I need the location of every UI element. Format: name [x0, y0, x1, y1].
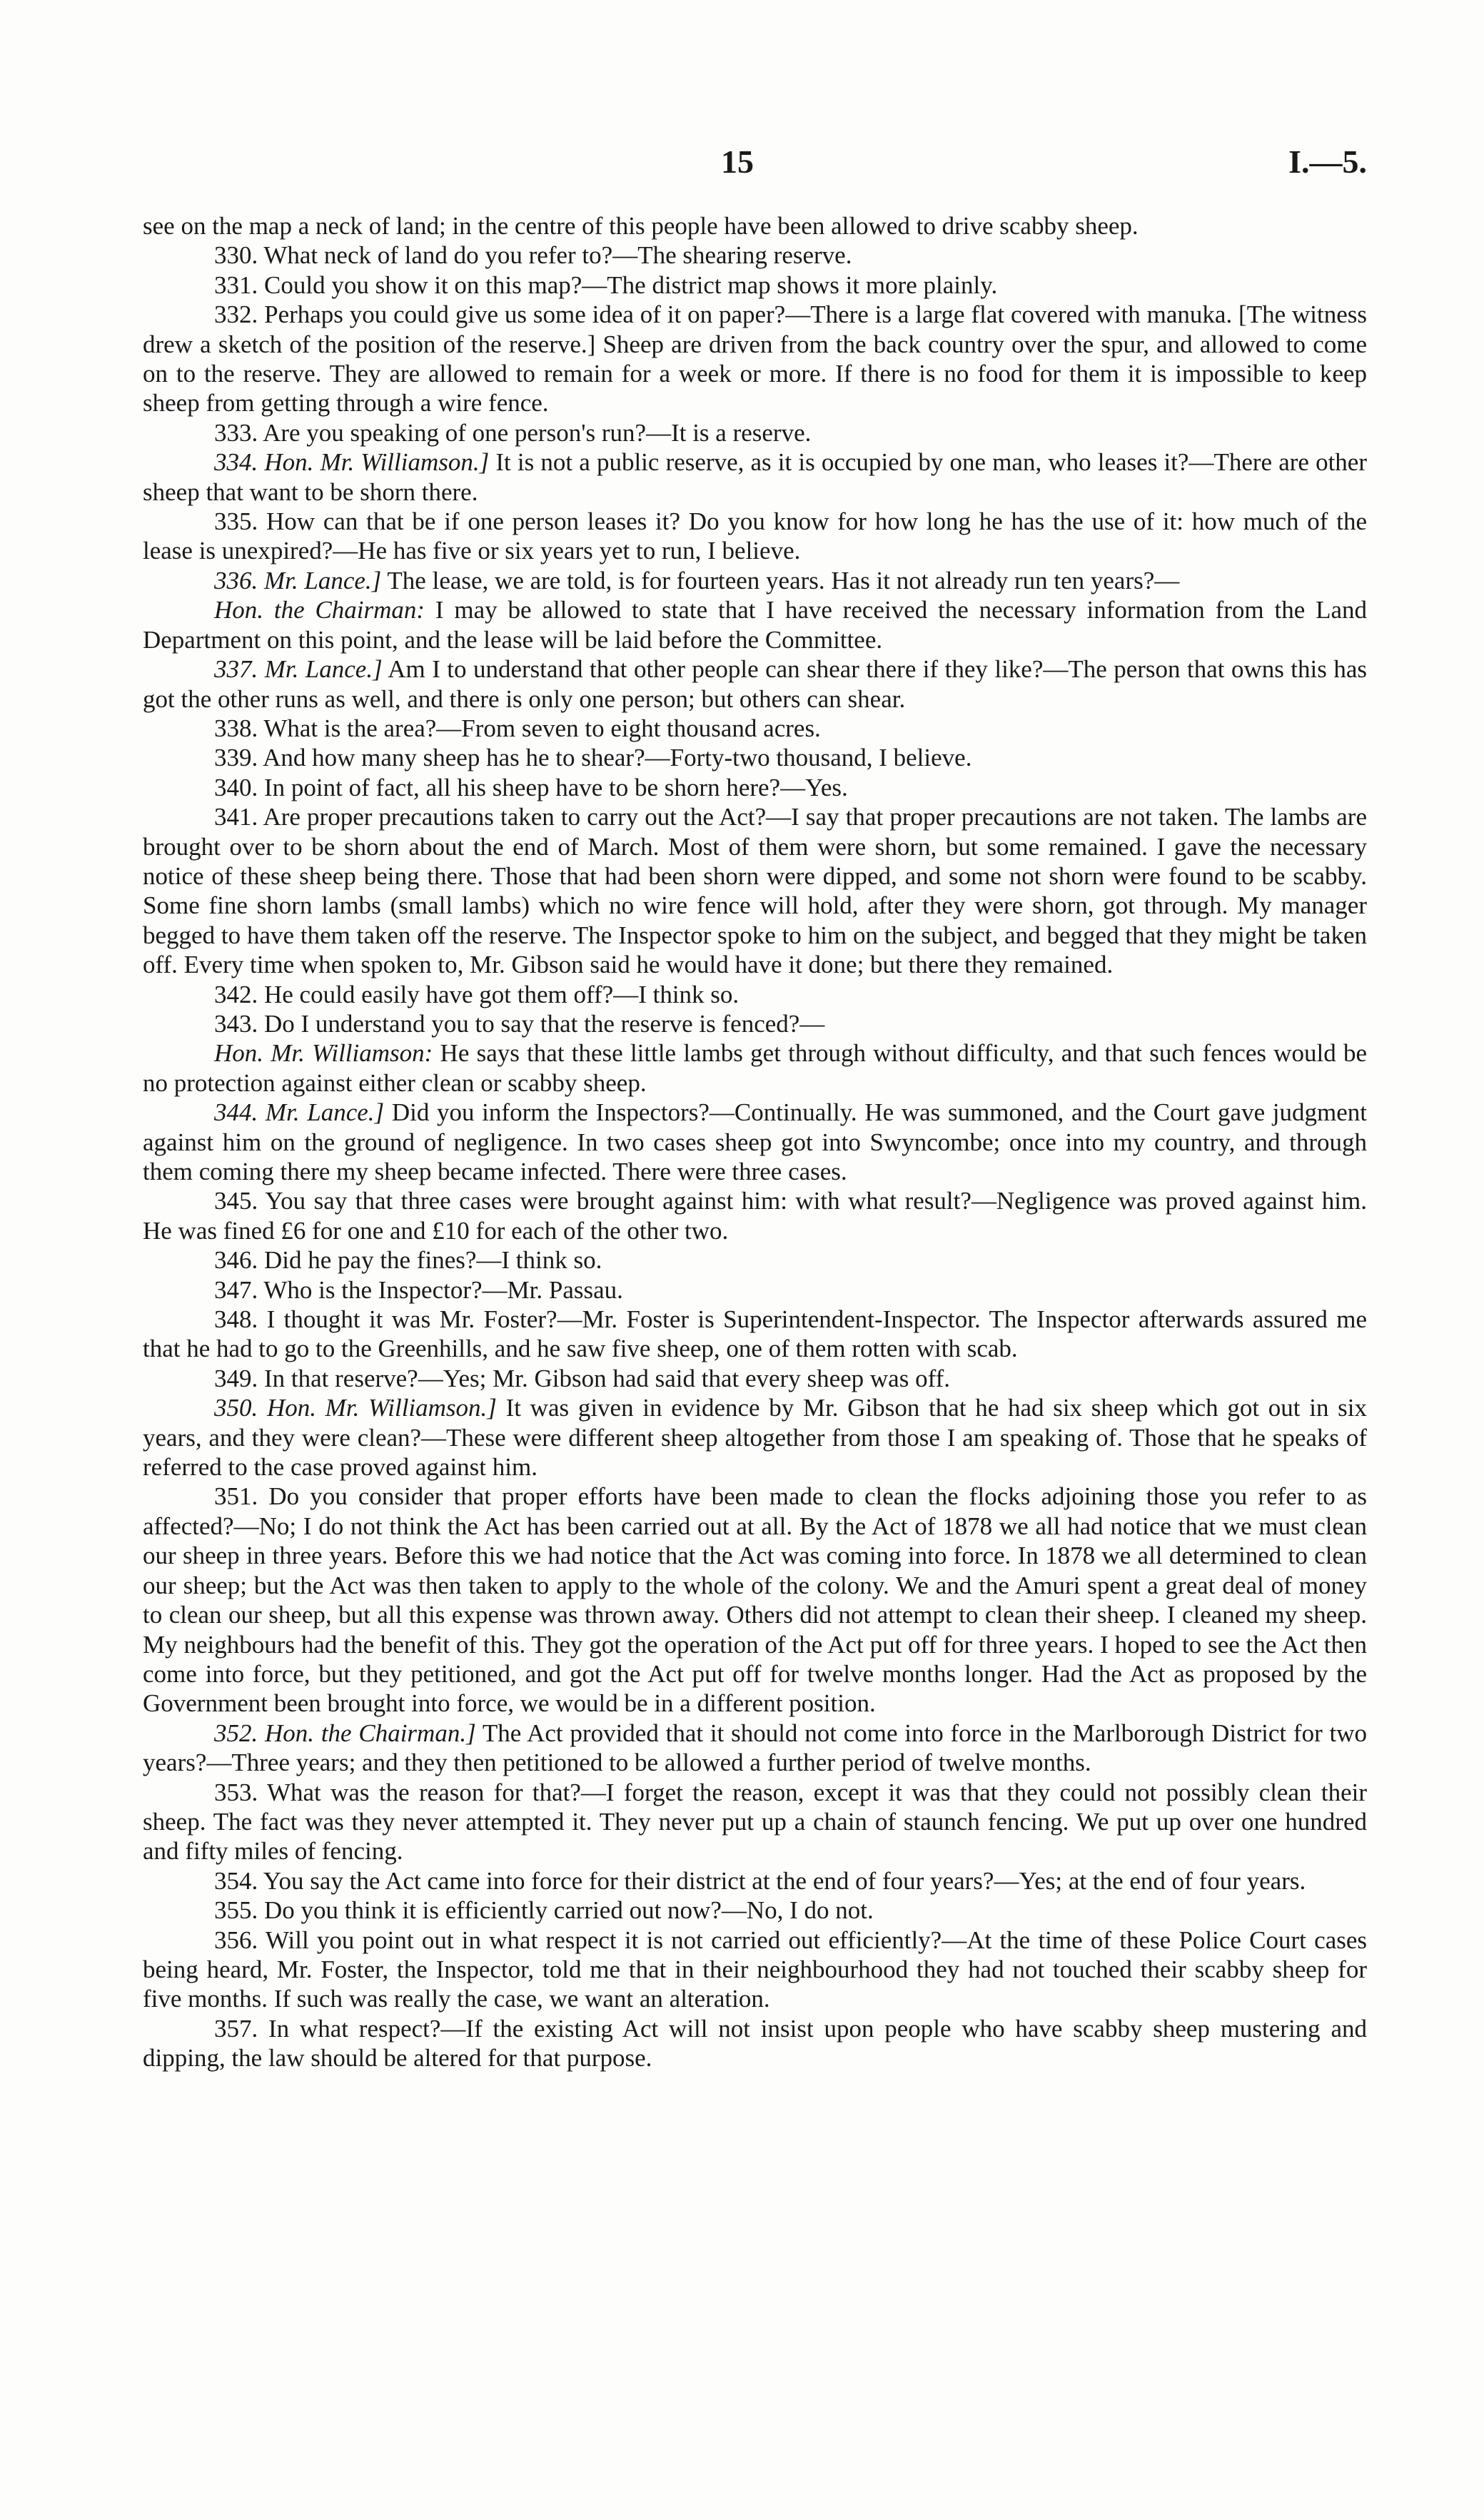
body-text [143, 211, 1367, 2073]
paragraph [143, 447, 1367, 507]
paragraph-text: 342. He could easily have got them off?—I think so. [214, 980, 740, 1008]
paragraph [143, 566, 1367, 595]
paragraph [143, 714, 1367, 743]
paragraph-text: 347. Who is the Inspector?—Mr. Passau. [214, 1275, 623, 1304]
paragraph [143, 773, 1367, 802]
paragraph [143, 1896, 1367, 1925]
paragraph [143, 1245, 1367, 1275]
paragraph-text: The lease, we are told, is for fourteen years. Has it not already run ten years?— [381, 566, 1180, 594]
paragraph [143, 1186, 1367, 1245]
page-header [143, 143, 1367, 193]
paragraph-text: It is not a public reserve, as it is occupied by one man, who leases it?—There are other sheep that want to be shorn there. [143, 448, 1367, 506]
paragraph-text: 357. In what respect?—If the existing Act will not insist upon people who have scabby sheep mustering and dipping, the law should be altered for that purpose. [143, 2014, 1367, 2073]
speaker: 334. Hon. Mr. Williamson.] [214, 448, 490, 477]
paragraph [143, 1482, 1367, 1718]
paragraph-text: 333. Are you speaking of one person's run?—It is a reserve. [214, 418, 812, 447]
paragraph-text: 355. Do you think it is efficiently carried out now?—No, I do not. [214, 1896, 874, 1925]
paragraph-text: Am I to understand that other people can shear there if they like?—The person that owns this has got the other runs as well, and there is only one person; but others can shear. [143, 655, 1367, 713]
paragraph [143, 743, 1367, 772]
paragraph-text: 346. Did he pay the fines?—I think so. [214, 1246, 602, 1275]
paragraph [143, 1009, 1367, 1038]
speaker: Hon. the Chairman: [214, 596, 425, 624]
paragraph-text: 335. How can that be if one person leases it? Do you know for how long he has the use of it: how much of the lease is unexpired?—He has five or six years yet to run, I believe. [143, 507, 1367, 565]
paragraph [143, 1364, 1367, 1393]
paragraph [143, 1305, 1367, 1364]
paragraph [143, 241, 1367, 270]
paragraph-text: 348. I thought it was Mr. Foster?—Mr. Foster is Superintendent-Inspector. The Inspector afterwards assured me that he had to go to the Greenhills, and he saw five sheep, one of them rotten with scab. [143, 1305, 1367, 1363]
paragraph-text: I may be allowed to state that I have received the necessary information from the Land Department on this point, and the lease will be laid before the Committee. [143, 596, 1367, 654]
paragraph-text: 354. You say the Act came into force for their district at the end of four years?—Yes; at the end of four years. [214, 1866, 1306, 1895]
paragraph-text: The Act provided that it should not come into force in the Marlborough District for two years?—Three years; and they then petitioned to be allowed a further period of twelve months. [143, 1719, 1367, 1777]
paragraph-text: He says that these little lambs get through without difficulty, and that such fences would be no protection against either clean or scabby sheep. [143, 1039, 1367, 1097]
speaker: Hon. Mr. Williamson: [214, 1039, 433, 1068]
paragraph-text: 332. Perhaps you could give us some idea of it on paper?—There is a large flat covered with manuka. [The witness drew a sketch of the position of the reserve.] Sheep are driven from the back country over the spur, and allowed to come on to the reserve. They are allowed to remain for a week or more. If there is no food for them it is impossible to keep sheep from getting through a wire fence. [143, 300, 1367, 418]
speaker: 344. Mr. Lance.] [214, 1098, 385, 1127]
paragraph-text: 341. Are proper precautions taken to carry out the Act?—I say that proper precautions are not taken. The lambs are brought over to be shorn about the end of March. Most of them were shorn, but some remained. I gave the necessary notice of these sheep being there. Those that had been shorn were dipped, and some not shorn were found to be scabby. Some fine shorn lambs (small lambs) which no wire fence will hold, after they were shorn, got through. My manager begged to have them taken off the reserve. The Inspector spoke to him on the subject, and begged that they might be taken off. Every time when spoken to, Mr. Gibson said he would have it done; but there they remained. [143, 803, 1367, 979]
paragraph-text: 339. And how many sheep has he to shear?—Forty-two thousand, I believe. [214, 744, 972, 772]
paragraph [143, 418, 1367, 447]
paragraph [143, 802, 1367, 979]
paragraph-text: It was given in evidence by Mr. Gibson that he had six sheep which got out in six years, and they were clean?—These were different sheep altogether from those I am speaking of. Those that he speaks of referred to the case proved against him. [143, 1394, 1367, 1482]
paragraph [143, 1393, 1367, 1482]
paragraph-text: 356. Will you point out in what respect it is not carried out efficiently?—At the time of these Police Court cases being heard, Mr. Foster, the Inspector, told me that in their neighbourhood they had not touched their scabby sheep for five months. If such was really the case, we want an alteration. [143, 1926, 1367, 2013]
paragraph-text: 353. What was the reason for that?—I forget the reason, except it was that they could not possibly clean their sheep. The fact was they never attempted it. They never put up a chain of staunch fencing. We put up over one hundred and fifty miles of fencing. [143, 1778, 1367, 1866]
paragraph [143, 300, 1367, 418]
paragraph [143, 1275, 1367, 1305]
paragraph [143, 1038, 1367, 1098]
paragraph-text: 340. In point of fact, all his sheep have to be shorn here?—Yes. [214, 773, 848, 801]
speaker: 337. Mr. Lance.] [214, 655, 383, 684]
paragraph-text: see on the map a neck of land; in the centre of this people have been allowed to drive scabby sheep. [143, 212, 1139, 240]
speaker: 336. Mr. Lance.] [214, 566, 382, 594]
paragraph [143, 1926, 1367, 2014]
paragraph-text: 331. Could you show it on this map?—The district map shows it more plainly. [214, 270, 998, 299]
paragraph [143, 211, 1367, 241]
speaker: 352. Hon. the Chairman.] [214, 1719, 476, 1747]
paragraph [143, 1866, 1367, 1896]
paragraph-text: 343. Do I understand you to say that the reserve is fenced?— [214, 1009, 825, 1038]
paragraph-text: 351. Do you consider that proper efforts have been made to clean the flocks adjoining those you refer to as affected?—No; I do not think the Act has been carried out at all. By the Act of 1878 we all had notice that we must clean our sheep in three years. Before this we had notice that the Act was coming into force. In 1878 we all determined to clean our sheep; but the Act was then taken to apply to the whole of the colony. We and the Amuri spent a great deal of money to clean our sheep, but all this expense was thrown away. Others did not attempt to clean their sheep. I cleaned my sheep. My neighbours had the benefit of this. They got the operation of the Act put off for three years. I hoped to see the Act then come into force, but they petitioned, and got the Act put off for twelve months longer. Had the Act as proposed by the Government been brought into force, we would be in a different position. [143, 1482, 1367, 1718]
paragraph [143, 654, 1367, 714]
paragraph [143, 1778, 1367, 1866]
paragraph [143, 980, 1367, 1009]
paragraph [143, 1719, 1367, 1778]
paragraph [143, 2014, 1367, 2073]
document-reference: I.—5. [1288, 143, 1367, 180]
page-number: 15 [721, 143, 754, 180]
paragraph-text: 345. You say that three cases were brought against him: with what result?—Negligence was proved against him. He was fined £6 for one and £10 for each of the other two. [143, 1187, 1367, 1245]
paragraph-text: 349. In that reserve?—Yes; Mr. Gibson had said that every sheep was off. [214, 1364, 950, 1392]
paragraph-text: 330. What neck of land do you refer to?—The shearing reserve. [214, 241, 852, 270]
paragraph [143, 507, 1367, 566]
paragraph-text: 338. What is the area?—From seven to eight thousand acres. [214, 714, 821, 742]
paragraph [143, 270, 1367, 300]
paragraph [143, 1098, 1367, 1186]
paragraph-text: Did you inform the Inspectors?—Continually. He was summoned, and the Court gave judgment against him on the ground of negligence. In two cases sheep got into Swyncombe; once into my country, and through them coming there my sheep became infected. There were three cases. [143, 1098, 1367, 1185]
paragraph [143, 595, 1367, 654]
speaker: 350. Hon. Mr. Williamson.] [214, 1394, 497, 1422]
